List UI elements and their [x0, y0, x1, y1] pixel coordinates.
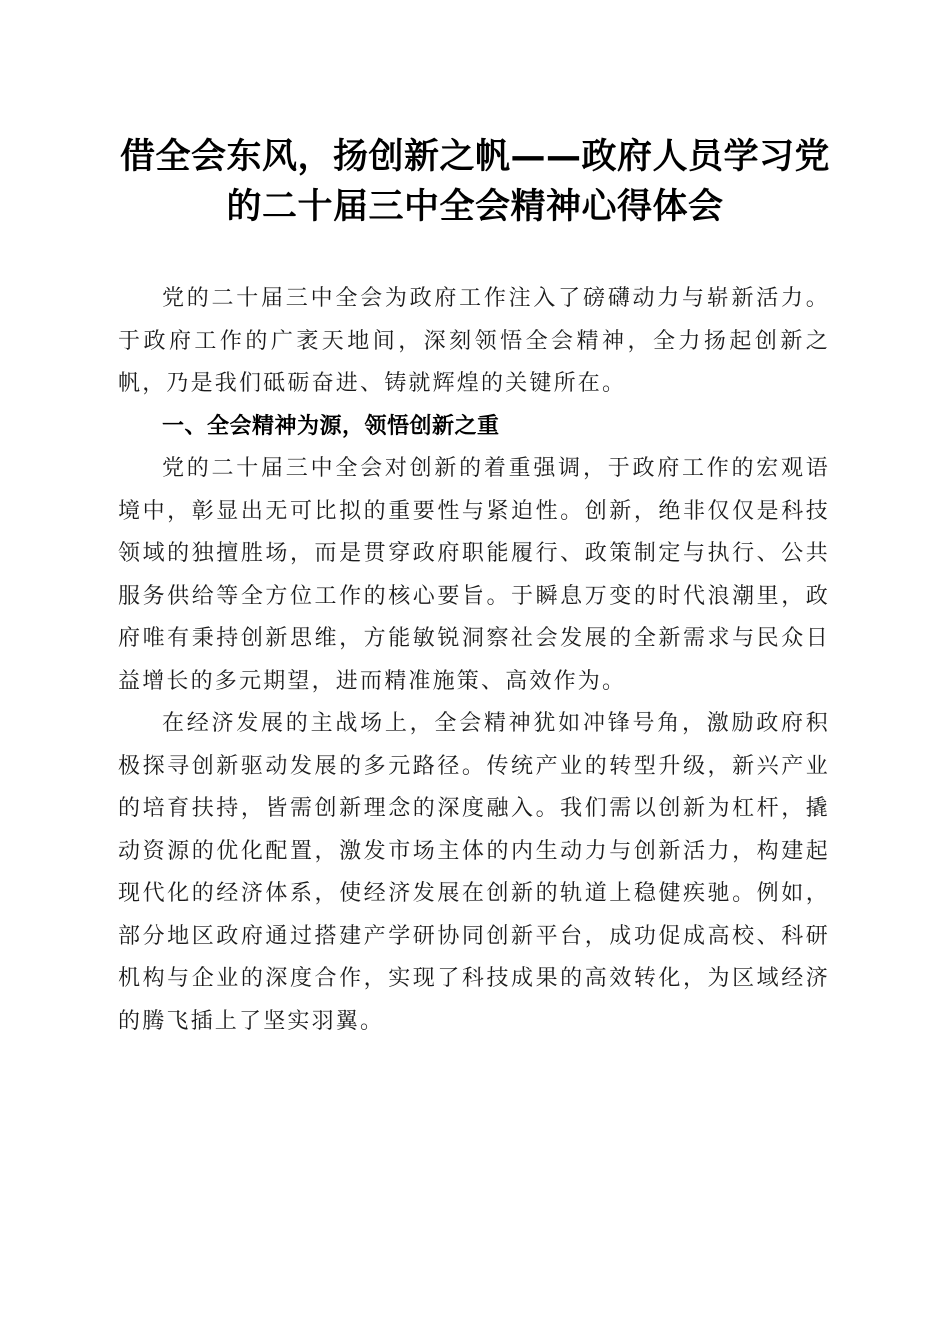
section-1-paragraph-1: 党的二十届三中全会对创新的着重强调，于政府工作的宏观语境中，彰显出无可比拟的重要性与紧迫性。创新，绝非仅仅是科技领域的独擅胜场，而是贯穿政府职能履行、政策制定与执行、公共服务供给等全方位工作的核心要旨。于瞬息万变的时代浪潮里，政府唯有秉持创新思维，方能敏锐洞察社会发展的全新需求与民众日益增长的多元期望，进而精准施策、高效作为。: [118, 456, 830, 694]
document-body: [118, 278, 830, 1043]
title-line-1: 借全会东风，扬创新之帆——政府人员学习党: [119, 137, 830, 177]
title-line-2: 的二十届三中全会精神心得体会: [226, 187, 724, 227]
document-title: [110, 132, 840, 232]
intro-paragraph: 党的二十届三中全会为政府工作注入了磅礴动力与崭新活力。于政府工作的广袤天地间，深刻领悟全会精神，全力扬起创新之帆，乃是我们砥砺奋进、铸就辉煌的关键所在。: [118, 286, 830, 396]
section-1-heading: 一、全会精神为源，领悟创新之重: [162, 413, 500, 439]
section-1-paragraph-2: 在经济发展的主战场上，全会精神犹如冲锋号角，激励政府积极探寻创新驱动发展的多元路径。传统产业的转型升级，新兴产业的培育扶持，皆需创新理念的深度融入。我们需以创新为杠杆，撬动资源的优化配置，激发市场主体的内生动力与创新活力，构建起现代化的经济体系，使经济发展在创新的轨道上稳健疾驰。例如，部分地区政府通过搭建产学研协同创新平台，成功促成高校、科研机构与企业的深度合作，实现了科技成果的高效转化，为区域经济的腾飞插上了坚实羽翼。: [118, 711, 830, 1034]
